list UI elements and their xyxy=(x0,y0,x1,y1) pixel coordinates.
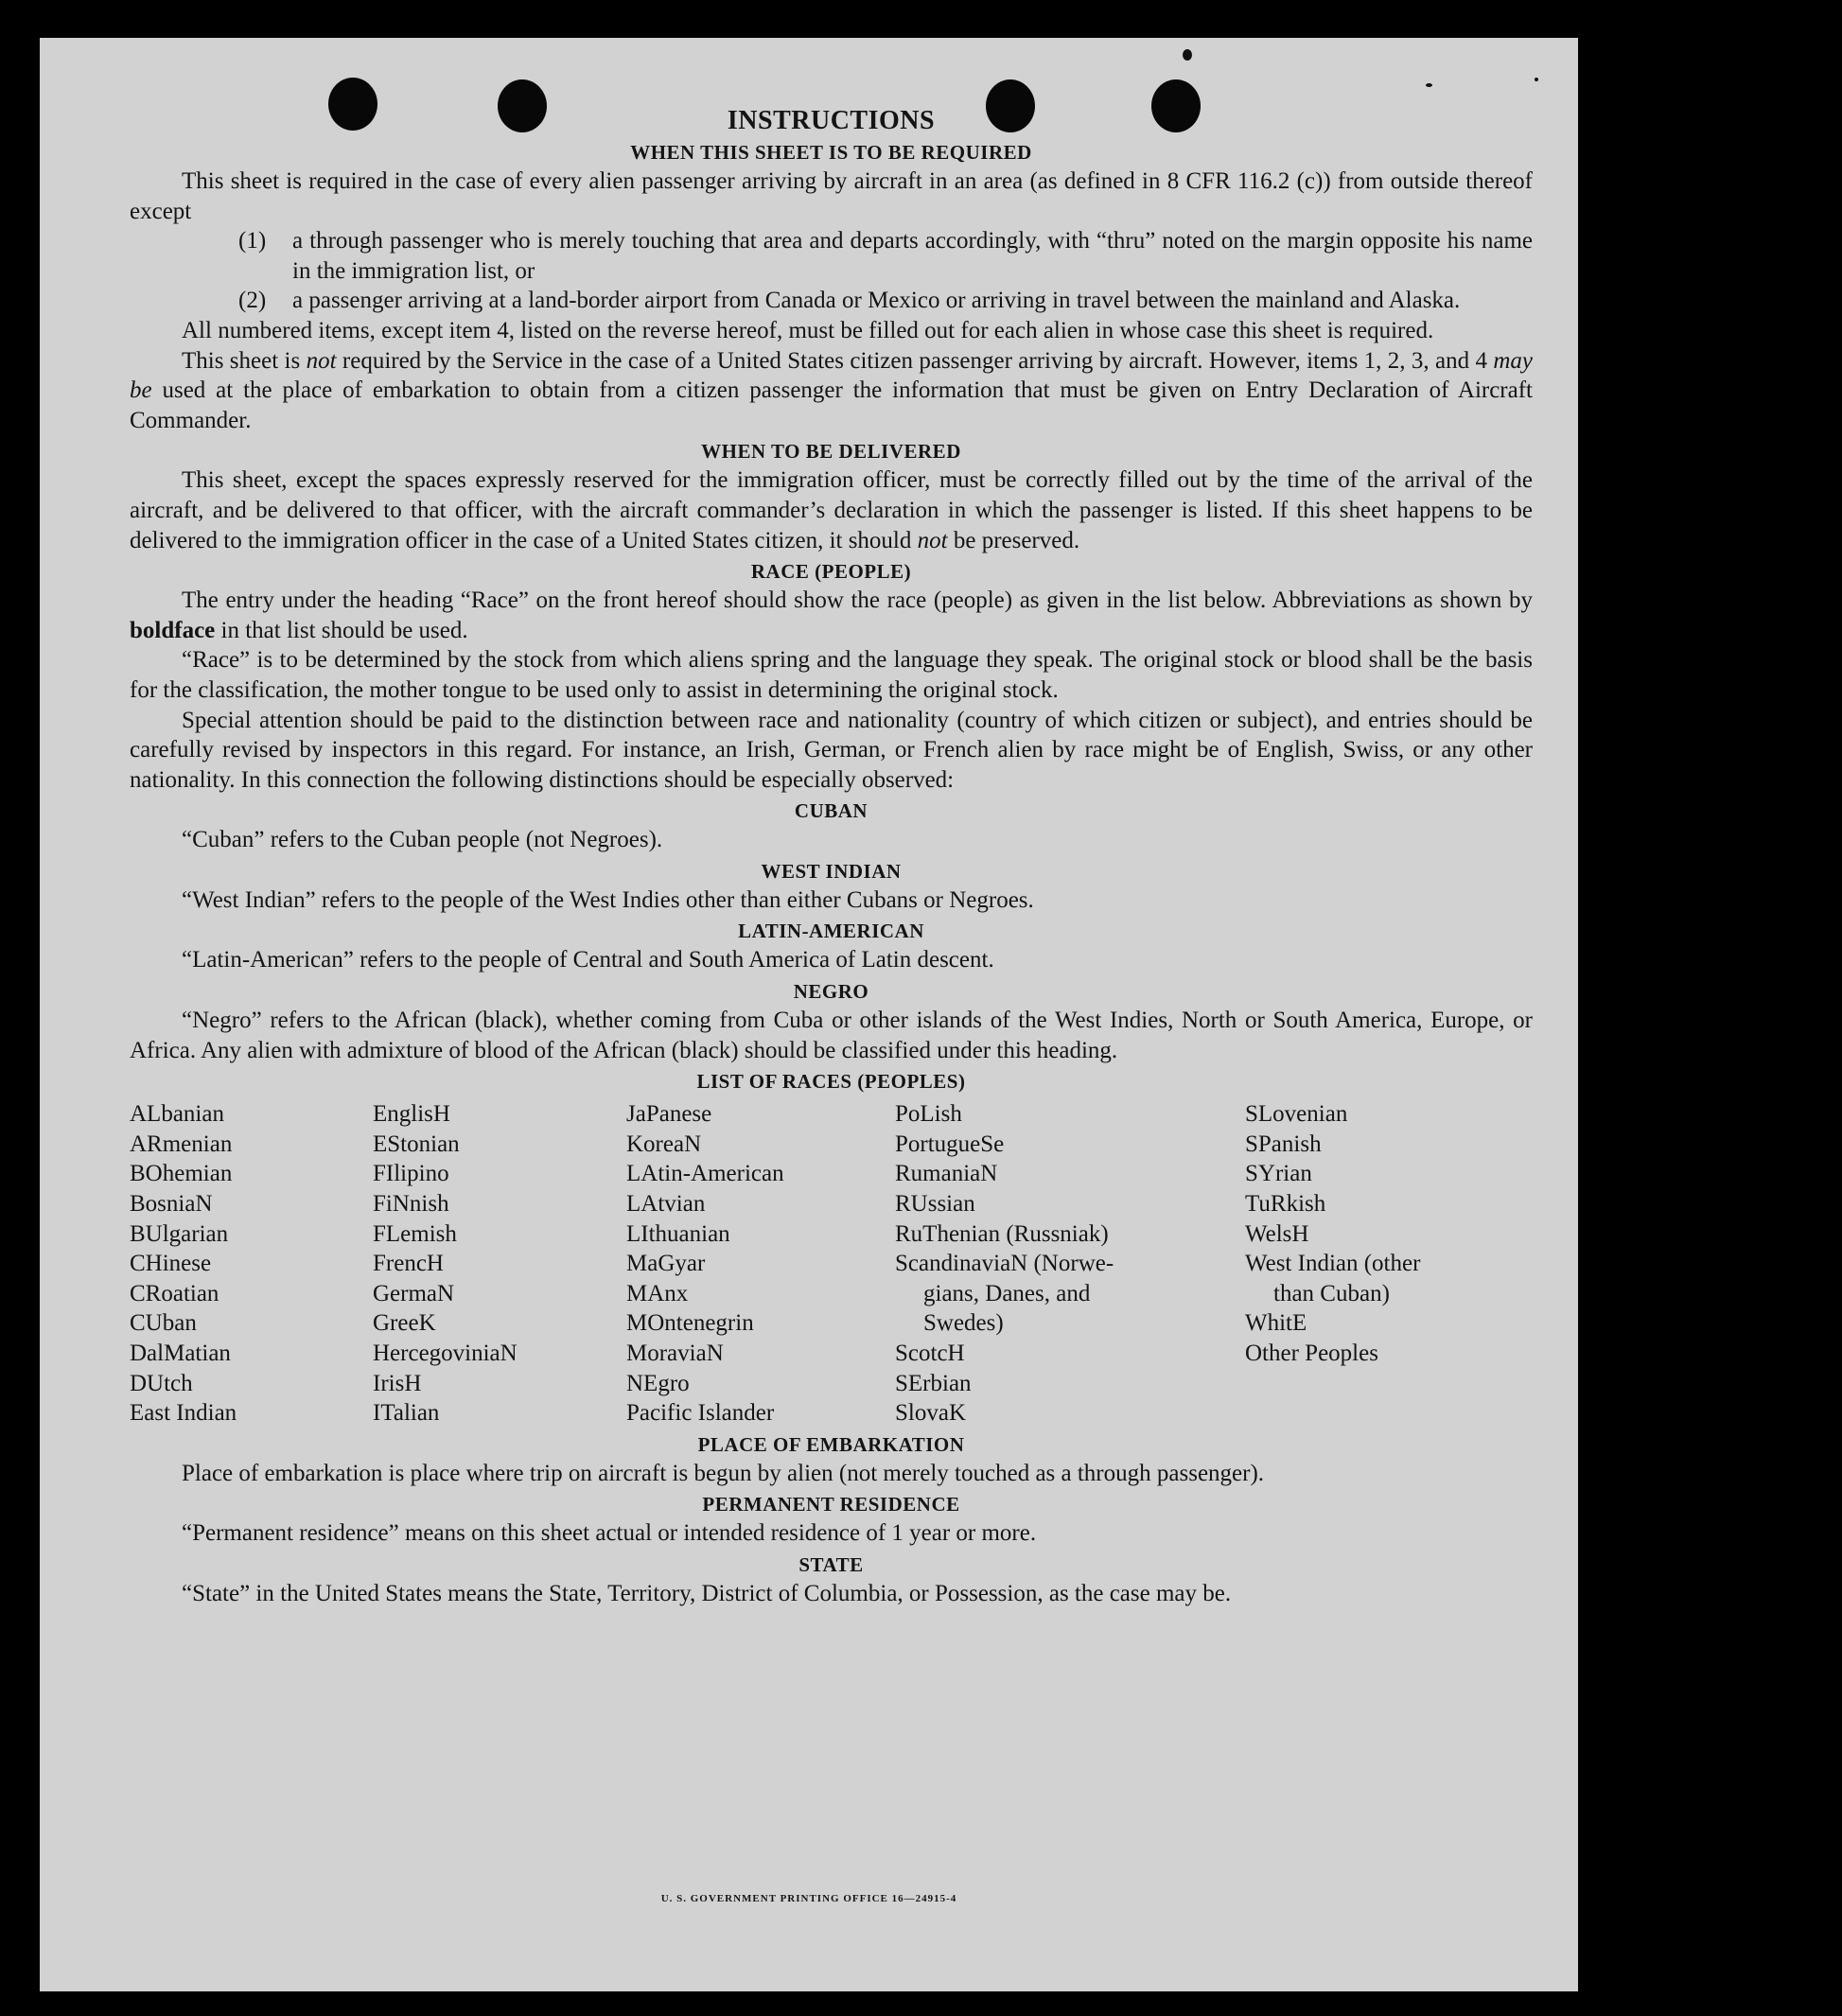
race-entry: FiNnish xyxy=(373,1191,449,1218)
paragraph: Special attention should be paid to the distinction between race and nationality (country of which citizen or subject), and entries should be carefully revised by inspectors in this regard. For instance, an Irish, German, or French alien by race might be of English, Swiss, or any other nationality. In this connection the following distinctions should be especially observed: xyxy=(130,707,1533,793)
paragraph: “Latin-American” refers to the people of Central and South America of Latin descent. xyxy=(182,947,994,973)
race-entry: BUlgarian xyxy=(130,1220,229,1247)
race-entry: GreeK xyxy=(373,1310,436,1337)
section-heading: PERMANENT RESIDENCE xyxy=(702,1493,960,1516)
race-entry: Swedes) xyxy=(923,1310,1004,1337)
section-heading: STATE xyxy=(798,1552,864,1576)
race-entry: FLemish xyxy=(373,1220,457,1247)
race-entry: NEgro xyxy=(626,1370,690,1396)
race-entry: gians, Danes, and xyxy=(923,1280,1091,1306)
document-sheet xyxy=(40,38,1578,1991)
paragraph: “Cuban” refers to the Cuban people (not Negroes). xyxy=(182,827,663,853)
race-entry: CHinese xyxy=(130,1251,212,1277)
paragraph: “State” in the United States means the State, Territory, District of Columbia, or Possession, as the case may be. xyxy=(182,1580,1232,1606)
race-column xyxy=(1245,1099,1529,1429)
paragraph: All numbered items, except item 4, listed on the reverse hereof, must be filled out for each alien in whose case this sheet is required. xyxy=(182,317,1434,343)
race-entry: than Cuban) xyxy=(1273,1280,1390,1306)
race-entry: KoreaN xyxy=(626,1131,702,1157)
race-entry: SlovaK xyxy=(895,1400,966,1427)
paragraph: “Race” is to be determined by the stock from which aliens spring and the language they speak. The original stock or blood shall be the basis for the classification, the mother tongue to be used only to assist in determining the original stock. xyxy=(130,647,1533,703)
race-entry: WelsH xyxy=(1245,1220,1309,1247)
emphasis: not xyxy=(306,347,337,374)
race-entry: FIlipino xyxy=(373,1161,449,1187)
paragraph: Place of embarkation is place where trip on aircraft is begun by alien (not merely touched as a through passenger). xyxy=(182,1460,1265,1486)
instructions-content xyxy=(130,106,1533,1609)
race-entry: BosniaN xyxy=(130,1191,213,1218)
race-entry: LIthuanian xyxy=(626,1220,730,1247)
race-entry: ScandinaviaN (Norwe- xyxy=(895,1251,1114,1277)
list-item xyxy=(238,286,1533,316)
race-entry: WhitE xyxy=(1245,1310,1307,1337)
item-text: a passenger arriving at a land-border airport from Canada or Mexico or arriving in travel between the mainland and Alaska. xyxy=(292,288,1461,314)
race-entry: TuRkish xyxy=(1245,1191,1326,1218)
race-column xyxy=(626,1099,895,1429)
item-number: (2) xyxy=(238,288,267,314)
race-entry: EStonian xyxy=(373,1131,460,1157)
race-entry: MaGyar xyxy=(626,1251,706,1277)
race-entry: ALbanian xyxy=(130,1101,224,1128)
race-column xyxy=(373,1099,626,1429)
section-heading: WHEN THIS SHEET IS TO BE REQUIRED xyxy=(630,141,1032,164)
section-heading: PLACE OF EMBARKATION xyxy=(697,1432,965,1456)
race-entry: RUssian xyxy=(895,1191,975,1218)
paragraph: This sheet is not required by the Service in the case of a United States citizen passenger arriving by aircraft. However, items 1, 2, 3, and 4 may be used at the place of embarkation to obtain from a citizen passenger the information that must be given on Entry Declaration of Aircraft Commander. xyxy=(130,347,1533,433)
section-heading: LATIN-AMERICAN xyxy=(738,920,924,943)
race-entry: GermaN xyxy=(373,1280,455,1306)
speck xyxy=(1426,83,1432,87)
race-entry: LAtin-American xyxy=(626,1161,784,1187)
race-entry: SLovenian xyxy=(1245,1101,1348,1128)
race-entry: SErbian xyxy=(895,1370,972,1396)
race-entry: West Indian (other xyxy=(1245,1251,1421,1277)
race-entry: MOntenegrin xyxy=(626,1310,754,1337)
page-title: INSTRUCTIONS xyxy=(727,106,936,135)
race-entry: SYrian xyxy=(1245,1161,1312,1187)
race-entry: MAnx xyxy=(626,1280,689,1306)
paragraph: This sheet, except the spaces expressly reserved for the immigration officer, must be correctly filled out by the time of the arrival of the aircraft, and be delivered to that officer, with the aircraft commander’s declaration in which the passenger is listed. If this sheet happens to be delivered to the immigration officer in the case of a United States citizen, it should not be preserved. xyxy=(130,467,1533,553)
race-entry: Pacific Islander xyxy=(626,1400,775,1427)
race-entry: IrisH xyxy=(373,1370,422,1396)
section-heading: WHEN TO BE DELIVERED xyxy=(701,440,961,464)
race-entry: LAtvian xyxy=(626,1191,706,1218)
section-heading: WEST INDIAN xyxy=(761,859,902,883)
race-entry: CRoatian xyxy=(130,1280,219,1306)
paragraph: The entry under the heading “Race” on the front hereof should show the race (people) as given in the list below. Abbreviations as shown by boldface in that list should be used. xyxy=(130,587,1533,643)
race-entry: JaPanese xyxy=(626,1101,712,1128)
speck xyxy=(1183,49,1192,61)
paragraph: “Negro” refers to the African (black), whether coming from Cuba or other islands of the West Indies, North or South America, Europe, or Africa. Any alien with admixture of blood of the African (black) should be classified under this heading. xyxy=(130,1008,1533,1063)
race-list xyxy=(130,1099,1533,1429)
bold-term: boldface xyxy=(130,617,216,643)
race-entry: MoraviaN xyxy=(626,1341,724,1366)
race-entry: PoLish xyxy=(895,1101,962,1128)
item-number: (1) xyxy=(238,228,267,254)
race-entry: ITalian xyxy=(373,1400,440,1427)
race-entry: EnglisH xyxy=(373,1101,450,1128)
section-heading: CUBAN xyxy=(794,799,868,823)
item-text: a through passenger who is merely touching that area and departs accordingly, with “thru” noted on the margin opposite his name in the immigration list, or xyxy=(292,228,1533,284)
race-entry: ARmenian xyxy=(130,1131,233,1157)
section-heading: NEGRO xyxy=(793,980,869,1004)
race-entry: RumaniaN xyxy=(895,1161,998,1187)
paragraph: “Permanent residence” means on this sheet actual or intended residence of 1 year or more. xyxy=(182,1520,1037,1547)
race-entry: Other Peoples xyxy=(1245,1341,1378,1366)
race-entry: FrencH xyxy=(373,1251,444,1277)
race-entry: ScotcH xyxy=(895,1341,965,1366)
race-column xyxy=(895,1099,1245,1429)
section-heading: LIST OF RACES (PEOPLES) xyxy=(696,1070,966,1094)
paragraph: “West Indian” refers to the people of the West Indies other than either Cubans or Negroes. xyxy=(182,886,1034,913)
race-entry: CUban xyxy=(130,1310,197,1337)
section-heading: RACE (PEOPLE) xyxy=(750,560,912,584)
race-entry: RuThenian (Russniak) xyxy=(895,1220,1109,1247)
paragraph: This sheet is required in the case of every alien passenger arriving by aircraft in an area (as defined in 8 CFR 116.2 (c)) from outside thereof except xyxy=(130,168,1533,224)
race-entry: HercegoviniaN xyxy=(373,1341,518,1366)
race-entry: East Indian xyxy=(130,1400,237,1427)
printer-imprint: U. S. GOVERNMENT PRINTING OFFICE 16—24915-4 xyxy=(660,1893,957,1904)
race-entry: SPanish xyxy=(1245,1131,1322,1157)
speck xyxy=(1535,78,1538,81)
race-entry: DUtch xyxy=(130,1370,193,1396)
race-column xyxy=(130,1099,373,1429)
emphasis: may be xyxy=(130,347,1533,404)
race-entry: DalMatian xyxy=(130,1341,231,1366)
race-entry: BOhemian xyxy=(130,1161,233,1187)
race-entry: PortugueSe xyxy=(895,1131,1005,1157)
list-item xyxy=(238,226,1533,286)
emphasis: not xyxy=(917,527,948,553)
